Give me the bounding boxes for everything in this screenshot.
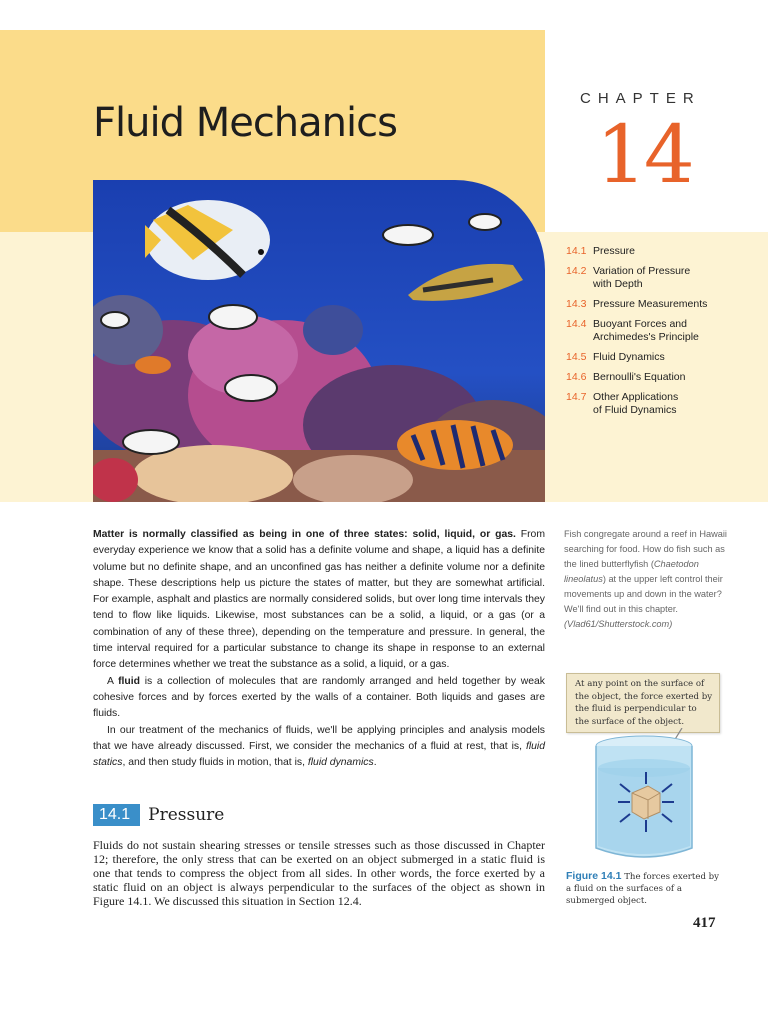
photo-caption-b: ) at the upper left control their movements up and down in the water? We'll find out in this chapter. — [564, 574, 723, 614]
photo-caption — [564, 527, 734, 632]
intro-text — [93, 527, 545, 771]
toc-item[interactable] — [566, 265, 756, 291]
toc-item[interactable] — [566, 371, 756, 384]
species-name: Chaetodon lineolatus — [564, 559, 699, 584]
toc-num: 14.5 — [566, 351, 587, 363]
toc-item[interactable] — [566, 245, 756, 258]
toc-num: 14.3 — [566, 298, 587, 310]
toc-item[interactable] — [566, 351, 756, 364]
intro-p1-body: From everyday experience we know that a solid has a definite volume and shape, a liquid has a definite volume but no definite shape, and an unconfined gas has neither a definite volume nor a definite shape. These descriptions help us picture the states of matter, but they are somewhat artificial. For example, asphalt and plastics are normally considered solids, but over long time intervals they tend to flow like liquids. Likewise, most substances can be a solid, a liquid, or a gas (or a combination of any of these three), depending on the temperature and pressure. In general, the time interval required for a particular substance to change its shape in response to an external force determines whether we treat the substance as a solid, a liquid, or a gas. — [93, 529, 545, 671]
intro-paragraph-1 — [93, 527, 545, 674]
toc-title: Bernoulli's Equation — [593, 371, 686, 383]
term-fluid: fluid — [118, 675, 141, 687]
intro-p3-c: . — [373, 757, 377, 769]
toc-item[interactable] — [566, 298, 756, 311]
toc-title: Pressure Measurements — [593, 298, 708, 310]
toc-title: Variation of Pressure with Depth — [593, 265, 691, 290]
reef-photo — [93, 180, 545, 502]
toc-num: 14.4 — [566, 318, 587, 330]
intro-p2-b: is a collection of molecules that are randomly arranged and held together by weak cohesive forces and by forces exerted by the walls of a container. Both liquids and gases are fluids. — [93, 675, 545, 720]
figure-callout: At any point on the surface of the object, the force exerted by the fluid is perpendicular to the surface of the object. — [566, 673, 720, 733]
page-number: 417 — [693, 915, 716, 931]
section-title: Pressure — [148, 805, 225, 825]
photo-credit: (Vlad61/Shutterstock.com) — [564, 619, 673, 629]
chapter-title: Fluid Mechanics — [93, 100, 397, 146]
chapter-toc — [566, 245, 756, 424]
intro-p3-b: , and then study fluids in motion, that is, — [122, 757, 308, 769]
intro-paragraph-2 — [93, 674, 545, 723]
toc-num: 14.2 — [566, 265, 587, 277]
toc-title: Fluid Dynamics — [593, 351, 665, 363]
toc-num: 14.7 — [566, 391, 587, 403]
toc-num: 14.1 — [566, 245, 587, 257]
chapter-number: 14 — [596, 108, 692, 201]
toc-num: 14.6 — [566, 371, 587, 383]
toc-item[interactable] — [566, 391, 756, 417]
term-fluid-statics: fluid statics — [93, 740, 545, 769]
intro-paragraph-3 — [93, 723, 545, 772]
intro-lead: Matter is normally classified as being in one of three states: solid, liquid, or gas. — [93, 529, 516, 540]
figure-caption-text: The forces exerted by a fluid on the surfaces of a submerged object. — [566, 872, 720, 906]
toc-title: Other Applications of Fluid Dynamics — [593, 391, 679, 416]
intro-p2-a: A — [107, 675, 119, 687]
section-text: Fluids do not sustain shearing stresses or tensile stresses such as those discussed in Chapter 12; therefore, the only stress that can be exerted on an object submerged in a static fluid is one that tends to compress the object from all sides. In other words, the force exerted by a static fluid on an object is always perpendicular to the surfaces of the object as shown in Figure 14.1. We discussed this situation in Section 12.4. — [93, 838, 545, 908]
toc-title: Buoyant Forces and Archimedes's Principle — [593, 318, 699, 343]
toc-item[interactable] — [566, 318, 756, 344]
section-number: 14.1 — [93, 804, 140, 826]
figure-label: Figure 14.1 — [566, 870, 622, 882]
section-heading — [93, 804, 224, 826]
photo-caption-a: Fish congregate around a reef in Hawaii searching for food. How do fish such as the lined butterflyfish ( — [564, 529, 727, 569]
beaker-figure — [590, 728, 700, 873]
figure-caption — [566, 870, 726, 907]
toc-title: Pressure — [593, 245, 636, 257]
chapter-label: CHAPTER — [580, 90, 701, 107]
butterflyfish-shape — [145, 200, 270, 280]
intro-p3-a: In our treatment of the mechanics of fluids, we'll be applying principles and analysis models that we have already discussed. First, we consider the mechanics of a fluid at rest, that is, — [93, 724, 545, 752]
term-fluid-dynamics: fluid dynamics — [307, 757, 374, 769]
